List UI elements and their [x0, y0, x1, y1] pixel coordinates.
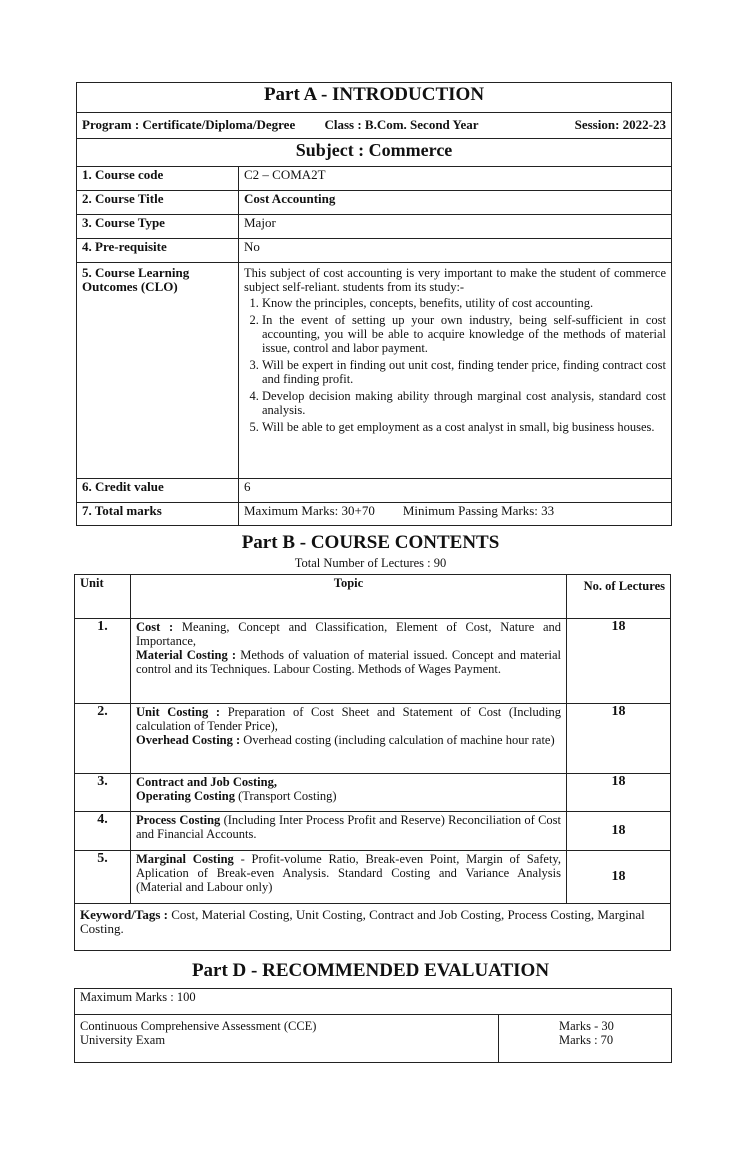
- clo-list: [244, 296, 666, 434]
- topic-part: [136, 733, 561, 747]
- topic-text: - Profit-volume Ratio, Break-even Point, Margin of Safety, Aplication of Break-even Analysis. Standard Costing and Variance Analysis (Material and Labour only): [136, 852, 562, 894]
- row-label: 1. Course code: [77, 167, 239, 191]
- topic-heading: Contract and Job Costing,: [136, 775, 277, 789]
- part-d-title: Part D - RECOMMENDED EVALUATION: [191, 960, 550, 981]
- marks-label: 7. Total marks: [77, 503, 239, 526]
- unit-row: [75, 812, 671, 851]
- exam-marks: Marks : 70: [559, 1033, 614, 1047]
- topic-part: [136, 620, 561, 648]
- topic-part: [136, 789, 561, 803]
- row-label: 4. Pre-requisite: [77, 239, 239, 263]
- topic-text: Overhead costing (including calculation of machine hour rate): [240, 733, 555, 747]
- unit-lectures: 18: [567, 774, 671, 812]
- part-a-table: [76, 82, 672, 526]
- university-exam: University Exam: [80, 1033, 166, 1047]
- course-title: Cost Accounting: [239, 191, 672, 215]
- part-b-title: Part B - COURSE CONTENTS: [241, 532, 500, 553]
- topic-part: [136, 705, 561, 733]
- cce: Continuous Comprehensive Assessment (CCE): [80, 1019, 317, 1033]
- credit-value: 6: [239, 479, 672, 503]
- unit-topic: [131, 619, 567, 704]
- unit-row: [75, 619, 671, 704]
- keywords: [75, 904, 671, 951]
- clo-item: 2. In the event of setting up your own industry, being self-sufficient in cost accounting, you will be able to acquire knowledge of the methods of material issue, control and labor payment.: [262, 313, 666, 355]
- topic-part: [136, 813, 561, 841]
- clo-item: 3. Will be expert in finding out unit cost, finding tender price, finding contract cost and finding profit.: [262, 358, 666, 386]
- part-a-title: Part A - INTRODUCTION: [77, 83, 672, 113]
- session: Session: 2022-23: [574, 117, 666, 132]
- topic-heading: Operating Costing: [136, 789, 235, 803]
- unit-number: 2.: [75, 704, 131, 774]
- max-marks: Maximum Marks: 30+70: [244, 503, 375, 518]
- row-label: 2. Course Title: [77, 191, 239, 215]
- topic-heading: Unit Costing :: [136, 705, 221, 719]
- topic-part: [136, 852, 561, 894]
- clo-item: 1. Know the principles, concepts, benefits, utility of cost accounting.: [262, 296, 666, 310]
- unit-number: 1.: [75, 619, 131, 704]
- topic-text: Methods of valuation of material issued. Concept and material control and its Techniques. Labour Costing. Methods of Wages Payment.: [136, 648, 561, 676]
- unit-topic: [131, 851, 567, 904]
- cce-marks: Marks - 30: [559, 1019, 614, 1033]
- topic-heading: Cost :: [136, 620, 174, 634]
- eval-marks: [499, 1015, 672, 1063]
- evaluation-table: [74, 988, 672, 1063]
- topic-text: Preparation of Cost Sheet and Statement of Cost (Including calculation of Tender Price),: [136, 705, 561, 733]
- topic-text: Meaning, Concept and Classification, Element of Cost, Nature and Importance,: [136, 620, 562, 648]
- program-row: [77, 113, 672, 139]
- total-marks: [239, 503, 672, 526]
- eval-components: [75, 1015, 499, 1063]
- prerequisite: No: [239, 239, 672, 263]
- header-lectures: No. of Lectures: [567, 575, 671, 619]
- unit-topic: [131, 704, 567, 774]
- unit-lectures: 18: [567, 704, 671, 774]
- course-contents-table: [74, 574, 671, 951]
- unit-number: 3.: [75, 774, 131, 812]
- topic-heading: Material Costing :: [136, 648, 237, 662]
- class: Class : B.Com. Second Year: [324, 117, 479, 132]
- credit-label: 6. Credit value: [77, 479, 239, 503]
- unit-topic: [131, 774, 567, 812]
- topic-heading: Marginal Costing: [136, 852, 234, 866]
- clo-item: 5. Will be able to get employment as a cost analyst in small, big business houses.: [262, 420, 666, 434]
- keywords-label: Keyword/Tags :: [80, 907, 168, 922]
- header-topic: Topic: [131, 575, 567, 619]
- clo-item: 4. Develop decision making ability through marginal cost analysis, standard cost analysis.: [262, 389, 666, 417]
- clo-intro: This subject of cost accounting is very important to make the student of commerce subject self-reliant. students from its study:-: [244, 266, 666, 294]
- row-label: 3. Course Type: [77, 215, 239, 239]
- total-lectures: Total Number of Lectures : 90: [294, 556, 447, 570]
- unit-row: [75, 774, 671, 812]
- clo-label: 5. Course Learning Outcomes (CLO): [77, 263, 239, 479]
- eval-max-marks: Maximum Marks : 100: [75, 989, 672, 1015]
- min-marks: Minimum Passing Marks: 33: [402, 503, 555, 518]
- header-unit: Unit: [75, 575, 131, 619]
- topic-heading: Overhead Costing :: [136, 733, 241, 747]
- unit-topic: [131, 812, 567, 851]
- topic-part: [136, 775, 561, 789]
- unit-number: 4.: [75, 812, 131, 851]
- keywords-text: Cost, Material Costing, Unit Costing, Contract and Job Costing, Process Costing, Marginal Costing.: [80, 907, 645, 936]
- program: Program : Certificate/Diploma/Degree: [82, 117, 296, 132]
- unit-row: [75, 851, 671, 904]
- course-type: Major: [239, 215, 672, 239]
- unit-lectures: 18: [567, 812, 671, 851]
- clo-content: [239, 263, 672, 479]
- course-code: C2 – COMA2T: [239, 167, 672, 191]
- topic-text: (Transport Costing): [234, 789, 337, 803]
- unit-lectures: 18: [567, 851, 671, 904]
- unit-lectures: 18: [567, 619, 671, 704]
- unit-row: [75, 704, 671, 774]
- topic-heading: Process Costing: [136, 813, 221, 827]
- topic-text: (Including Inter Process Profit and Reserve) Reconciliation of Cost and Financial Accounts.: [136, 813, 561, 841]
- unit-number: 5.: [75, 851, 131, 904]
- topic-part: [136, 648, 561, 676]
- subject: Subject : Commerce: [77, 139, 672, 167]
